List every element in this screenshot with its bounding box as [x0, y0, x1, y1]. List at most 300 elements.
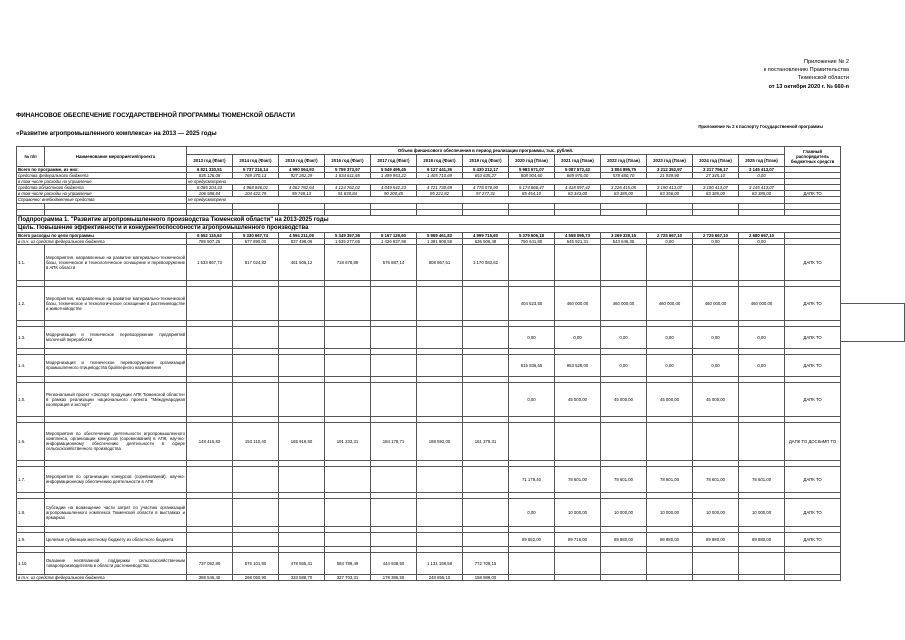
value-cell: 0,00	[739, 354, 785, 376]
value-cell: 1 634 611,65	[325, 173, 371, 179]
value-cell	[279, 466, 325, 492]
value-cell	[647, 552, 693, 574]
value-cell: 184 178,71	[371, 422, 417, 460]
value-cell: 5 549 495,45	[371, 167, 417, 173]
value-cell: 4 999 715,60	[463, 232, 509, 238]
value-cell: 3 145 413,07	[739, 167, 785, 173]
value-cell: 636 506,48	[463, 238, 509, 244]
executor-cell: ДАПК ТО	[785, 354, 841, 376]
header-volume: Объем финансового обеспечения в период реализации программы, тыс. рублей.	[187, 147, 785, 155]
value-cell	[555, 574, 601, 580]
summary-label: Справочно: внебюджетные средства	[17, 197, 187, 203]
value-cell: 718 678,89	[325, 244, 371, 280]
value-cell	[647, 422, 693, 460]
value-cell: 10 000,00	[647, 498, 693, 526]
summary-label: в том числе расходы на управление	[17, 179, 187, 185]
value-cell	[233, 286, 279, 320]
total-label: Всего расходы по цели программы	[17, 232, 187, 238]
value-cell: 0,00	[647, 326, 693, 348]
value-cell	[187, 354, 233, 376]
executor-cell: ДАПК ТО	[785, 191, 841, 197]
value-cell: 165 919,50	[279, 422, 325, 460]
value-cell: 4 558 095,73	[555, 232, 601, 238]
value-cell	[509, 574, 555, 580]
value-cell: 853 528,00	[555, 354, 601, 376]
value-cell: 1 426 937,98	[371, 238, 417, 244]
value-cell: 6 127 441,36	[417, 167, 463, 173]
value-cell	[187, 382, 233, 416]
appendix-date: от 13 октября 2020 г. № 660-п	[768, 83, 849, 90]
value-cell	[601, 574, 647, 580]
measure-name: Субсидии на возмещение части затрат по участию организаций агропромышленного комплекса Тюменской области в выставках и ярмарках	[45, 498, 187, 526]
measure-number: 1.5.	[17, 382, 45, 416]
value-cell: 90 200,45	[371, 191, 417, 197]
value-cell: 2 680 667,10	[739, 232, 785, 238]
value-cell	[325, 532, 371, 546]
value-cell: 3 145 413,07	[739, 185, 785, 191]
value-cell: 0,00	[647, 354, 693, 376]
value-cell: 460 000,00	[693, 286, 739, 320]
value-cell	[555, 552, 601, 574]
appendix-line-3: Тюменской области	[797, 75, 849, 82]
value-cell: 5 430 212,17	[463, 167, 509, 173]
federal-label: в т.ч. из средств федерального бюджета	[17, 574, 187, 580]
measure-name: Модернизация и техническое перевооружение предприятий молочной переработки	[45, 326, 187, 348]
value-cell	[417, 466, 463, 492]
value-cell	[601, 552, 647, 574]
measure-row	[17, 552, 841, 574]
value-cell	[463, 498, 509, 526]
value-cell: 89 552,00	[509, 532, 555, 546]
value-cell	[739, 574, 785, 580]
value-cell	[739, 382, 785, 416]
value-cell	[325, 498, 371, 526]
value-cell: 3 269 329,15	[601, 232, 647, 238]
value-cell	[555, 244, 601, 280]
value-cell: 4 721 730,69	[417, 185, 463, 191]
value-cell: 3 190 413,07	[647, 185, 693, 191]
table-body	[17, 167, 841, 581]
value-cell	[417, 498, 463, 526]
appendix-line-1: Приложение № 2	[803, 59, 849, 65]
measure-number: 1.10.	[17, 552, 45, 574]
executor-cell	[785, 552, 841, 574]
passport-note: Приложение № 2 к паспорту Государственной программы	[698, 124, 823, 129]
value-cell: 0,00	[693, 238, 739, 244]
header-year: 2013 год (Факт)	[187, 155, 233, 167]
value-cell	[371, 498, 417, 526]
value-cell	[187, 532, 233, 546]
value-cell: 3 212 352,97	[647, 167, 693, 173]
value-cell: 45 000,00	[693, 382, 739, 416]
value-cell: 772 709,15	[463, 552, 509, 574]
value-cell	[647, 244, 693, 280]
value-cell: 584 789,49	[325, 552, 371, 574]
measure-number: 1.7.	[17, 466, 45, 492]
value-cell: 10 000,00	[739, 498, 785, 526]
value-cell: 835 126,08	[187, 173, 233, 179]
header-name: Наименование мероприятия/проекта	[45, 147, 187, 167]
summary-label: в том числе расходы на управление	[17, 191, 187, 197]
value-cell: 4 418 597,42	[555, 185, 601, 191]
value-cell	[325, 382, 371, 416]
value-cell: 5 969 461,83	[417, 232, 463, 238]
value-cell: 815 936,65	[509, 354, 555, 376]
value-cell: 404 523,50	[509, 286, 555, 320]
value-cell: 89 880,00	[601, 532, 647, 546]
value-cell	[233, 326, 279, 348]
value-cell: 191 233,31	[325, 422, 371, 460]
subprogram-title-row	[17, 215, 841, 224]
value-cell: 388 546,40	[187, 574, 233, 580]
value-cell	[233, 382, 279, 416]
value-cell: 10 000,00	[555, 498, 601, 526]
header-executor: Главный распорядитель бюджетных средств	[785, 147, 841, 167]
value-cell: 4 776 576,90	[463, 185, 509, 191]
executor-cell: ДАПК ТО	[785, 532, 841, 546]
table-edge-line	[840, 303, 905, 304]
executor-cell: ДАПК ТО	[785, 498, 841, 526]
value-cell: 188 592,00	[417, 422, 463, 460]
value-cell	[463, 286, 509, 320]
header-year: 2022 год (План)	[601, 155, 647, 167]
value-cell	[371, 286, 417, 320]
summary-span: не предусмотрено	[187, 179, 785, 185]
header-year: 2021 год (План)	[555, 155, 601, 167]
value-cell: 45 000,00	[647, 382, 693, 416]
value-cell	[279, 286, 325, 320]
value-cell: 10 000,00	[601, 498, 647, 526]
appendix-header	[649, 58, 849, 91]
measure-number: 1.4.	[17, 354, 45, 376]
measure-number: 1.9.	[17, 532, 45, 546]
measure-row	[17, 498, 841, 526]
value-cell: 5 174 666,47	[509, 185, 555, 191]
summary-label: средства областного бюджета	[17, 185, 187, 191]
value-cell: 83 385,00	[739, 191, 785, 197]
value-cell: 461 505,12	[279, 244, 325, 280]
value-cell: 333 588,70	[279, 574, 325, 580]
value-cell: 89 716,00	[555, 532, 601, 546]
value-cell: 0,00	[601, 326, 647, 348]
value-cell	[417, 382, 463, 416]
value-cell: 71 179,40	[509, 466, 555, 492]
federal-label: в т.ч. из средств федерального бюджета	[17, 238, 187, 244]
value-cell: 104 422,79	[233, 191, 279, 197]
value-cell: 78 601,00	[739, 466, 785, 492]
measure-number: 1.3.	[17, 326, 45, 348]
value-cell: 158 989,00	[463, 574, 509, 580]
value-cell: 83 356,00	[647, 191, 693, 197]
measure-name: Мероприятия по организации конкурсов (соревнований), научно-информационному обеспечению деятельности в АПК	[45, 466, 187, 492]
value-cell: 5 087 572,42	[555, 167, 601, 173]
measure-number: 1.2.	[17, 286, 45, 320]
value-cell: 1 533 867,73	[187, 244, 233, 280]
measure-row	[17, 286, 841, 320]
value-cell: 927 282,29	[279, 173, 325, 179]
subprogram-title: Подпрограмма 1. "Развитие агропромышленного производства Тюменской области" на 2013-2025 годы	[17, 215, 841, 224]
measure-name: Целевые субвенции местному бюджету из областного бюджета	[45, 532, 187, 546]
value-cell	[693, 552, 739, 574]
value-cell	[325, 286, 371, 320]
value-cell	[325, 354, 371, 376]
value-cell	[739, 244, 785, 280]
value-cell	[233, 354, 279, 376]
executor-cell: ДАПК ТО	[785, 466, 841, 492]
value-cell: 0,00	[739, 326, 785, 348]
value-cell	[509, 244, 555, 280]
value-cell: 6 552 115,62	[187, 232, 233, 238]
value-cell	[739, 552, 785, 574]
header-year: 2017 год (Факт)	[371, 155, 417, 167]
value-cell: 1 170 083,62	[463, 244, 509, 280]
value-cell: 4 049 542,23	[371, 185, 417, 191]
value-cell: 0,00	[647, 238, 693, 244]
value-cell: 460 000,00	[601, 286, 647, 320]
value-cell: 0,00	[509, 326, 555, 348]
value-cell: 83 385,00	[601, 191, 647, 197]
value-cell: 837 498,06	[279, 238, 325, 244]
value-cell: 2 725 667,10	[693, 232, 739, 238]
measure-row	[17, 354, 841, 376]
value-cell	[279, 498, 325, 526]
value-cell: 78 601,00	[693, 466, 739, 492]
value-cell: 99 748,13	[279, 191, 325, 197]
value-cell: 460 000,00	[555, 286, 601, 320]
measure-number: 1.8.	[17, 498, 45, 526]
value-cell: 45 000,00	[601, 382, 647, 416]
value-cell: 6 821 330,51	[187, 167, 233, 173]
value-cell: 4 062 782,64	[279, 185, 325, 191]
value-cell: 737 092,80	[187, 552, 233, 574]
header-year: 2016 год (Факт)	[325, 155, 371, 167]
value-cell: 3 226 415,05	[601, 185, 647, 191]
measure-name: Модернизация и техническое перевооружение организаций промышленного птицеводства бройлерного направления	[45, 354, 187, 376]
value-cell	[279, 326, 325, 348]
value-cell: 91 830,84	[325, 191, 371, 197]
value-cell: 5 983 671,07	[509, 167, 555, 173]
value-cell	[601, 244, 647, 280]
federal-row	[17, 574, 841, 580]
value-cell: 1 131 158,58	[417, 552, 463, 574]
header-year: 2014 год (Факт)	[233, 155, 279, 167]
value-cell: 45 000,00	[555, 382, 601, 416]
value-cell	[233, 498, 279, 526]
value-cell: 5 379 606,18	[509, 232, 555, 238]
document-title: ФИНАНСОВОЕ ОБЕСПЕЧЕНИЕ ГОСУДАРСТВЕННОЙ ПРОГРАММЫ ТЮМЕНСКОЙ ОБЛАСТИ	[16, 112, 295, 119]
value-cell	[509, 422, 555, 460]
value-cell: 106 588,84	[187, 191, 233, 197]
value-cell: 0,00	[555, 326, 601, 348]
header-year: 2023 год (План)	[647, 155, 693, 167]
measure-row	[17, 532, 841, 546]
value-cell	[693, 244, 739, 280]
value-cell	[325, 466, 371, 492]
value-cell: 817 024,82	[233, 244, 279, 280]
value-cell: 78 601,00	[601, 466, 647, 492]
value-cell: 769 370,13	[233, 173, 279, 179]
value-cell: 5 349 357,36	[325, 232, 371, 238]
measure-name: Мероприятия, направленные на развитие материально-технической базы, техническое и технологическое оснащение и перевооружение в АПК области	[45, 244, 187, 280]
goal-row	[17, 224, 841, 232]
measure-row	[17, 422, 841, 460]
value-cell: 460 000,00	[739, 286, 785, 320]
value-cell	[279, 382, 325, 416]
value-cell: 89 880,00	[739, 532, 785, 546]
value-cell: 5 737 216,14	[233, 167, 279, 173]
value-cell: 669 975,00	[555, 173, 601, 179]
value-cell	[463, 382, 509, 416]
value-cell: 78 601,00	[555, 466, 601, 492]
value-cell: 808 904,60	[509, 173, 555, 179]
value-cell: 0,00	[509, 498, 555, 526]
header-no: № п/п	[17, 147, 45, 167]
header-year: 2025 год (План)	[739, 155, 785, 167]
measure-row	[17, 466, 841, 492]
value-cell: 5 759 373,67	[325, 167, 371, 173]
header-year: 2019 год (Факт)	[463, 155, 509, 167]
value-cell: 576 887,14	[371, 244, 417, 280]
value-cell	[371, 354, 417, 376]
measure-number: 1.6.	[17, 422, 45, 460]
value-cell: 178 386,50	[371, 574, 417, 580]
table-edge-line	[840, 341, 905, 342]
value-cell	[279, 532, 325, 546]
summary-label: Всего по программе, из них:	[17, 167, 187, 173]
executor-cell	[785, 574, 841, 580]
value-cell: 444 938,50	[371, 552, 417, 574]
value-cell: 4 594 211,09	[279, 232, 325, 238]
value-cell	[187, 498, 233, 526]
value-cell	[187, 286, 233, 320]
value-cell	[279, 354, 325, 376]
value-cell: 785 507,25	[187, 238, 233, 244]
value-cell: 153 110,40	[233, 422, 279, 460]
value-cell	[187, 466, 233, 492]
value-cell	[601, 422, 647, 460]
measure-row	[17, 326, 841, 348]
value-cell	[371, 326, 417, 348]
value-cell: 478 555,31	[279, 552, 325, 574]
summary-label: средства федерального бюджета	[17, 173, 187, 179]
value-cell: 268 050,90	[233, 574, 279, 580]
value-cell: 0,00	[693, 354, 739, 376]
value-cell	[463, 532, 509, 546]
value-cell: 677 890,00	[233, 238, 279, 244]
value-cell	[463, 466, 509, 492]
value-cell: 576 101,80	[233, 552, 279, 574]
value-cell	[417, 532, 463, 546]
value-cell	[417, 326, 463, 348]
value-cell: 653 635,27	[463, 173, 509, 179]
value-cell	[417, 354, 463, 376]
value-cell: 578 480,70	[601, 173, 647, 179]
value-cell: 78 601,00	[647, 466, 693, 492]
value-cell	[463, 354, 509, 376]
measure-name: Оказание несвязанной поддержки сельскохозяйственным товаропроизводителям в области растениеводства	[45, 552, 187, 574]
value-cell: 161 378,31	[463, 422, 509, 460]
value-cell: 10 000,00	[693, 498, 739, 526]
measure-number: 1.1.	[17, 244, 45, 280]
value-cell	[555, 422, 601, 460]
value-cell: 83 343,00	[555, 191, 601, 197]
document-subtitle: «Развитие агропромышленного комплекса» на 2013 — 2025 годы	[16, 130, 217, 137]
value-cell	[509, 552, 555, 574]
value-cell: 645 921,31	[555, 238, 601, 244]
executor-cell: ДАПК ТО	[785, 244, 841, 280]
value-cell: 21 939,90	[647, 173, 693, 179]
value-cell: 808 867,51	[417, 244, 463, 280]
executor-cell: ДАПК ТО	[785, 326, 841, 348]
value-cell	[371, 532, 417, 546]
value-cell: 1 391 908,59	[417, 238, 463, 244]
value-cell	[325, 326, 371, 348]
value-cell	[371, 382, 417, 416]
value-cell	[417, 286, 463, 320]
value-cell: 27 345,10	[693, 173, 739, 179]
financing-table	[16, 146, 841, 581]
value-cell	[693, 574, 739, 580]
value-cell: 1 535 277,65	[325, 238, 371, 244]
executor-cell: ДАПК ТО ДОСКиМП ТО	[785, 422, 841, 460]
measure-row	[17, 244, 841, 280]
value-cell	[739, 422, 785, 460]
value-cell: 5 330 667,74	[233, 232, 279, 238]
value-cell: 148 415,82	[187, 422, 233, 460]
value-cell: 1 499 953,22	[371, 173, 417, 179]
header-year: 2024 год (План)	[693, 155, 739, 167]
header-year: 2018 год (Факт)	[417, 155, 463, 167]
value-cell: 95 221,82	[417, 191, 463, 197]
value-cell	[647, 574, 693, 580]
value-cell	[187, 326, 233, 348]
value-cell: 89 880,00	[693, 532, 739, 546]
value-cell: 3 217 756,17	[693, 167, 739, 173]
value-cell: 0,00	[601, 354, 647, 376]
value-cell	[233, 466, 279, 492]
value-cell: 85 454,10	[509, 191, 555, 197]
measure-name: Мероприятия по обеспечению деятельности агропромышленного комплекса, организации конкурсов (соревнований) в АПК, научно-информационному обеспечению деятельности в сфере сельскохозяйственного производства	[45, 422, 187, 460]
value-cell: 3 190 413,07	[693, 185, 739, 191]
executor-cell: ДАПК ТО	[785, 286, 841, 320]
measure-name: Региональный проект «Экспорт продукции АПК Тюменской области» в рамках реализации национального проекта "Международная кооперация и экспорт"	[45, 382, 187, 416]
value-cell: 1 405 710,69	[417, 173, 463, 179]
value-cell: 0,00	[509, 382, 555, 416]
executor-cell: ДАПК ТО	[785, 382, 841, 416]
measure-name: Мероприятия, направленные на развитие материально-технической базы, техническое и технологическое оснащение в растениеводстве и животноводстве	[45, 286, 187, 320]
goal-text: Цель. Повышение эффективности и конкурентоспособности агропромышленного производства	[17, 224, 841, 232]
value-cell: 248 855,10	[417, 574, 463, 580]
value-cell	[233, 532, 279, 546]
value-cell: 460 000,00	[647, 286, 693, 320]
value-cell: 6 086 204,43	[187, 185, 233, 191]
header-year: 2020 год (План)	[509, 155, 555, 167]
value-cell	[463, 326, 509, 348]
header-year: 2015 год (Факт)	[279, 155, 325, 167]
value-cell: 3 804 895,75	[601, 167, 647, 173]
value-cell: 0,00	[739, 173, 785, 179]
value-cell: 4 990 064,93	[279, 167, 325, 173]
value-cell: 4 968 846,01	[233, 185, 279, 191]
value-cell: 5 167 129,60	[371, 232, 417, 238]
measure-row	[17, 382, 841, 416]
value-cell: 0,00	[693, 326, 739, 348]
value-cell: 4 124 762,02	[325, 185, 371, 191]
value-cell	[371, 466, 417, 492]
appendix-line-2: к постановлению Правительства	[763, 67, 849, 74]
value-cell: 97 277,31	[463, 191, 509, 197]
value-cell: 327 703,31	[325, 574, 371, 580]
